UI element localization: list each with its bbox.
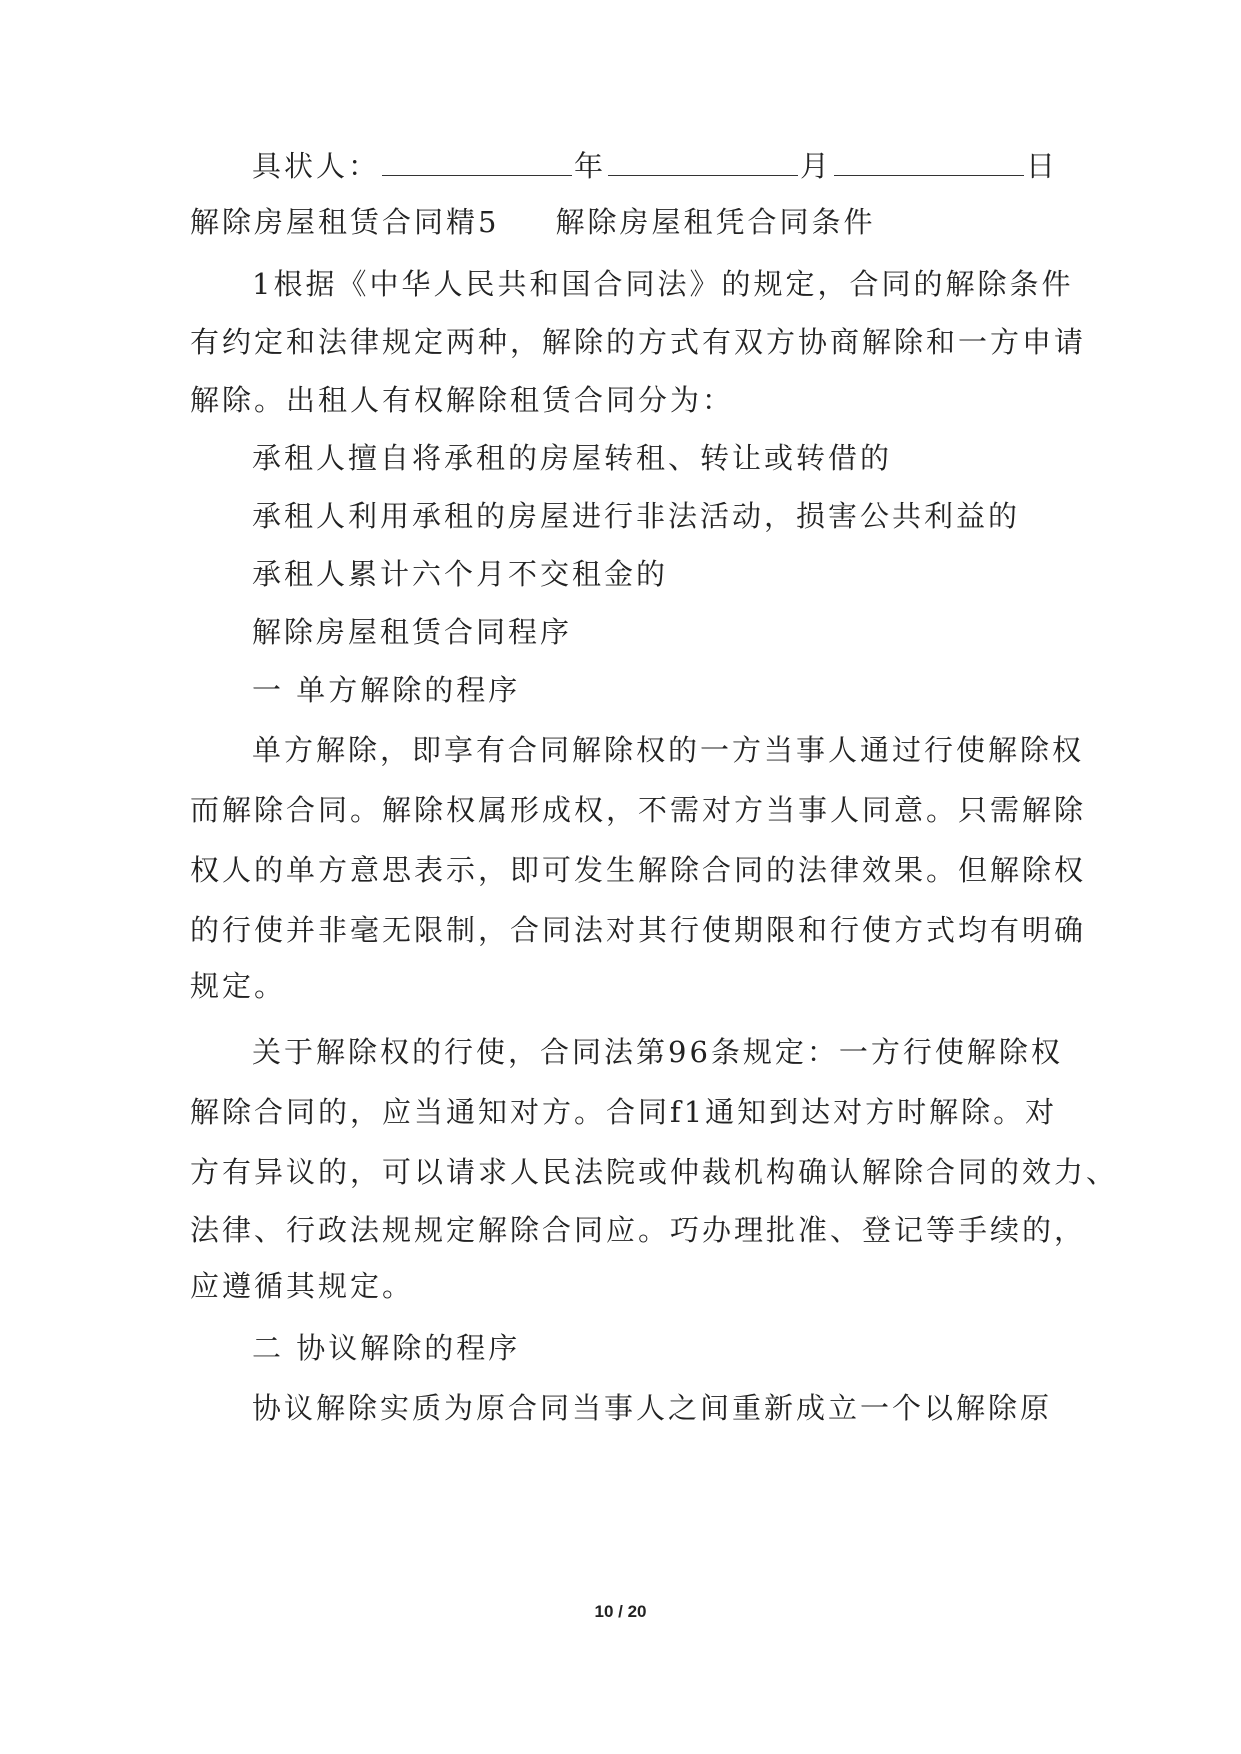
paragraph-line: 有约定和法律规定两种，解除的方式有双方协商解除和一方申请 [190, 325, 1087, 359]
paragraph-line: 的行使并非毫无限制，合同法对其行使期限和行使方式均有明确 [190, 913, 1087, 947]
paragraph-line: 解除。出租人有权解除租赁合同分为： [190, 383, 735, 417]
subheading: 二 协议解除的程序 [252, 1331, 521, 1365]
signature-blank-3 [834, 149, 1024, 176]
subheading: 解除房屋租赁合同程序 [252, 615, 573, 649]
subheading: 一 单方解除的程序 [252, 673, 521, 707]
paragraph-line: 单方解除，即享有合同解除权的一方当事人通过行使解除权 [252, 733, 1085, 767]
paragraph-line: 而解除合同。解除权属形成权，不需对方当事人同意。只需解除 [190, 793, 1087, 827]
signature-line [252, 146, 1132, 186]
section-heading-left: 解除房屋租赁合同精5 [190, 205, 500, 239]
signature-label: 具状人： [252, 149, 381, 183]
list-item: 承租人擅自将承租的房屋转租、转让或转借的 [252, 441, 893, 475]
paragraph-line: 权人的单方意思表示，即可发生解除合同的法律效果。但解除权 [190, 853, 1087, 887]
signature-blank-1 [382, 149, 572, 176]
paragraph-line: 解除合同的，应当通知对方。合同f1通知到达对方时解除。对 [190, 1095, 1058, 1129]
list-item: 承租人累计六个月不交租金的 [252, 557, 669, 591]
section-heading-right: 解除房屋租凭合同条件 [555, 205, 876, 239]
paragraph-line: 应遵循其规定。 [190, 1269, 415, 1303]
year-label: 年 [574, 149, 607, 183]
month-label: 月 [800, 149, 833, 183]
paragraph-line: 关于解除权的行使，合同法第96条规定：一方行使解除权 [252, 1035, 1063, 1069]
day-label: 日 [1026, 149, 1059, 183]
section-heading [190, 202, 1070, 242]
paragraph-line: 法律、行政法规规定解除合同应。巧办理批准、登记等手续的， [190, 1213, 1087, 1247]
paragraph-line: 协议解除实质为原合同当事人之间重新成立一个以解除原 [252, 1391, 1053, 1425]
list-item: 承租人利用承租的房屋进行非法活动，损害公共利益的 [252, 499, 1021, 533]
paragraph-line: 规定。 [190, 969, 287, 1003]
signature-blank-2 [608, 149, 798, 176]
paragraph-line: 1根据《中华人民共和国合同法》的规定，合同的解除条件 [252, 267, 1074, 301]
page-number: 10 / 20 [594, 1602, 647, 1621]
paragraph-line: 方有异议的，可以请求人民法院或仲裁机构确认解除合同的效力、 [190, 1155, 1119, 1189]
